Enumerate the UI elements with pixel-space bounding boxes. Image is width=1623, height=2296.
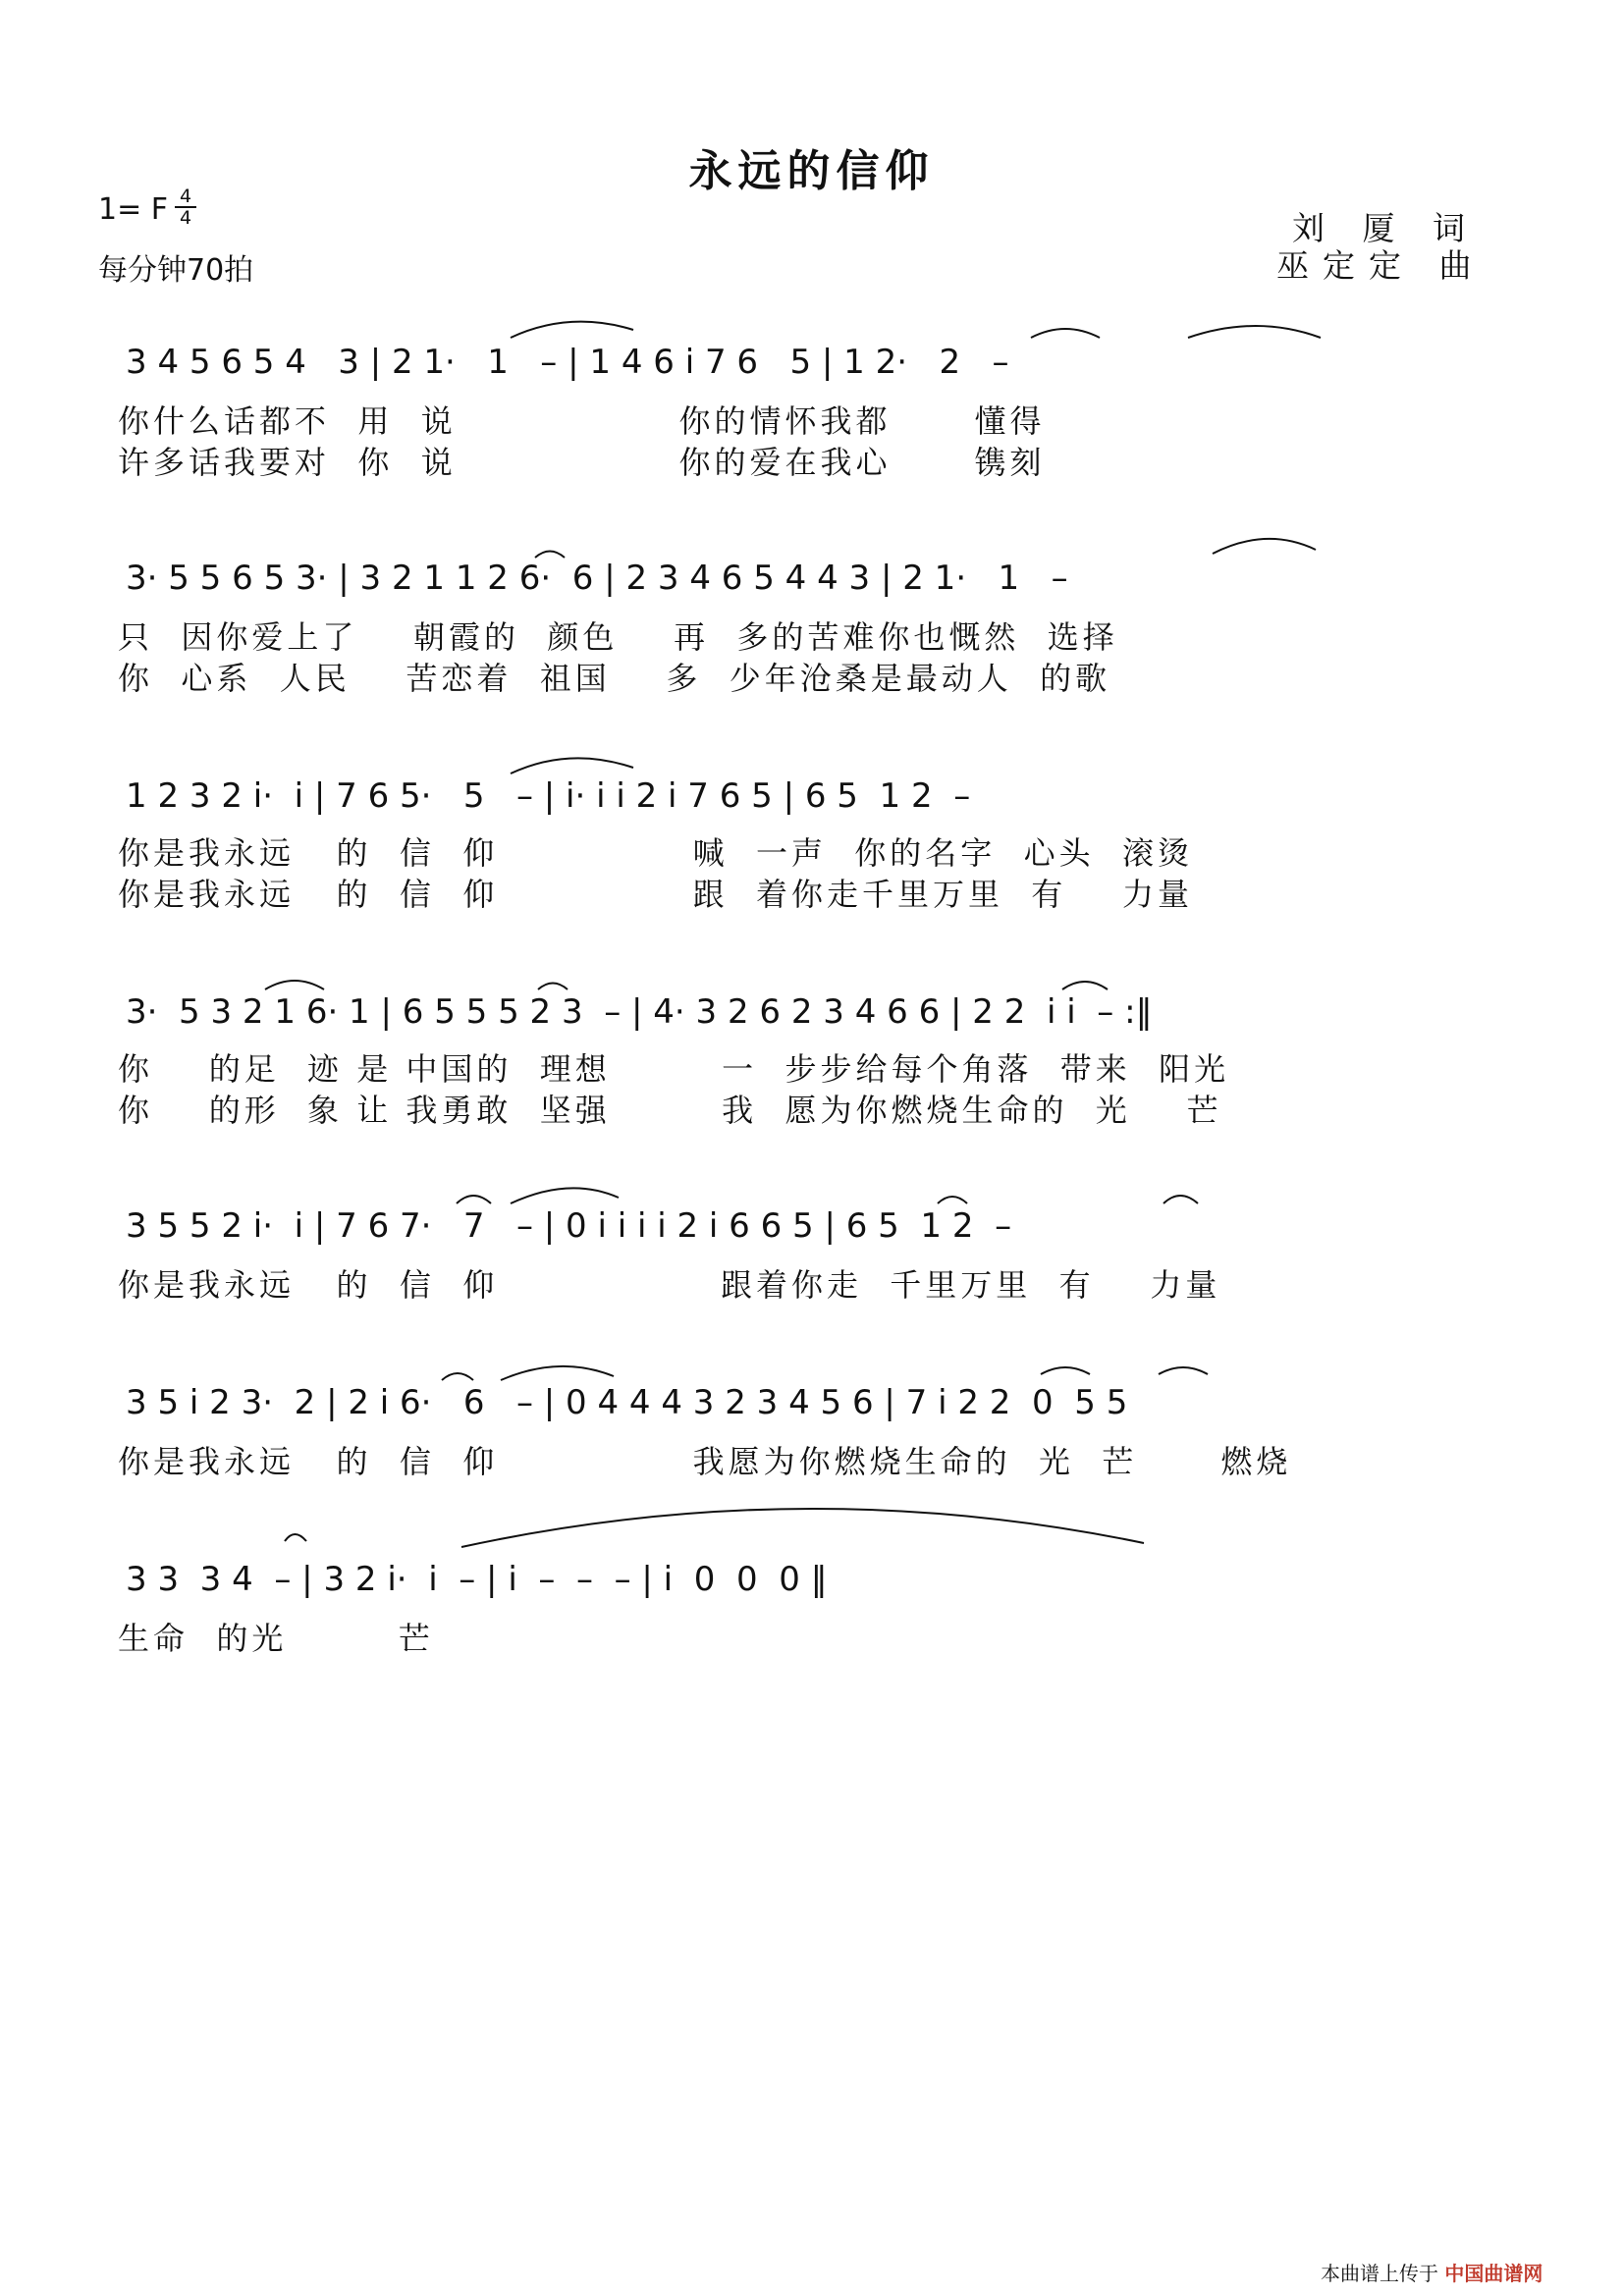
- slur: [1188, 326, 1321, 338]
- system-3-notes: 1 2 3 2 i· i | 7 6 5· 5 – | i· i i 2 i 7 6 5 | 6 5 1 2 –: [126, 776, 971, 816]
- system-1-lyric-verse-1: 你什么话都不 用 说 你的情怀我都 懂得: [118, 402, 1046, 440]
- composer-credit: 巫定定 曲: [1276, 246, 1486, 285]
- system-5-lyric-verse-1: 你是我永远 的 信 仰 跟着你走 千里万里 有 力量: [118, 1266, 1221, 1304]
- key-signature: 1= F: [98, 192, 169, 227]
- slur: [442, 1373, 473, 1380]
- slur: [1041, 1367, 1090, 1374]
- slur: [511, 322, 633, 338]
- footer-text: 本曲谱上传于: [1321, 2262, 1438, 2285]
- slur: [1031, 329, 1100, 338]
- slur: [1213, 539, 1316, 554]
- system-7-lyric-verse-1: 生命 的光 芒: [118, 1620, 434, 1657]
- system-4-notes: 3· 5 3 2 1 6· 1 | 6 5 5 5 2 3 – | 4· 3 2 6 2 3 4 6 6 | 2 2 i i – :‖: [126, 992, 1153, 1032]
- song-title: 永远的信仰: [688, 146, 935, 196]
- slur: [511, 758, 633, 774]
- slur: [938, 1197, 967, 1203]
- time-signature-bottom: 4: [179, 207, 192, 229]
- system-2-notes: 3· 5 5 6 5 3· | 3 2 1 1 2 6· 6 | 2 3 4 6 5 4 4 3 | 2 1· 1 –: [126, 559, 1068, 598]
- system-4-lyric-verse-1: 你 的足 迹 是 中国的 理想 一 步步给每个角落 带来 阳光: [118, 1050, 1230, 1088]
- system-1-lyric-verse-2: 许多话我要对 你 说 你的爱在我心 镌刻: [118, 444, 1046, 481]
- slur: [265, 981, 324, 989]
- system-4: [118, 981, 1229, 1129]
- slur: [511, 1188, 619, 1203]
- system-6-notes: 3 5 i 2 3· 2 | 2 i 6· 6 – | 0 4 4 4 3 2 3 4 5 6 | 7 i 2 2 0 5 5: [126, 1383, 1128, 1422]
- slur: [1062, 982, 1108, 989]
- system-3-lyric-verse-2: 你是我永远 的 信 仰 跟 着你走千里万里 有 力量: [118, 876, 1193, 913]
- slur: [457, 1196, 491, 1203]
- lyricist-credit: 刘 厦 词: [1292, 209, 1479, 247]
- system-4-lyric-verse-2: 你 的形 象 让 我勇敢 坚强 我 愿为你燃烧生命的 光 芒: [118, 1092, 1222, 1129]
- system-3-lyric-verse-1: 你是我永远 的 信 仰 喊 一声 你的名字 心头 滚烫: [118, 834, 1193, 872]
- system-2-lyric-verse-2: 你 心系 人民 苦恋着 祖国 多 少年沧桑是最动人 的歌: [118, 660, 1111, 697]
- system-6-lyric-verse-1: 你是我永远 的 信 仰 我愿为你燃烧生命的 光 芒 燃烧: [118, 1443, 1292, 1480]
- footer-brand: 中国曲谱网: [1444, 2262, 1543, 2285]
- system-1: [118, 322, 1321, 481]
- system-5-notes: 3 5 5 2 i· i | 7 6 7· 7 – | 0 i i i i 2 i 6 6 5 | 6 5 1 2 –: [126, 1206, 1012, 1246]
- system-6: [118, 1366, 1291, 1480]
- slur: [1159, 1367, 1208, 1374]
- footer-watermark: [1321, 2258, 1542, 2286]
- time-signature-top: 4: [175, 187, 196, 208]
- slur: [535, 552, 565, 559]
- system-3: [118, 758, 1193, 913]
- system-1-notes: 3 4 5 6 5 4 3 | 2 1· 1 – | 1 4 6 i 7 6 5 | 1 2· 2 –: [126, 343, 1009, 382]
- system-7-notes: 3 3 3 4 – | 3 2 i· i – | i – – – | i 0 0 0 ‖: [126, 1560, 828, 1599]
- slur: [1163, 1196, 1198, 1203]
- system-7: [118, 1509, 1144, 1657]
- system-5: [118, 1188, 1220, 1304]
- system-2: [118, 539, 1316, 697]
- system-2-lyric-verse-1: 只 因你爱上了 朝霞的 颜色 再 多的苦难你也慨然 选择: [118, 618, 1118, 656]
- slur: [461, 1509, 1144, 1547]
- tempo-marking: 每分钟70拍: [98, 253, 254, 288]
- slur: [538, 984, 568, 990]
- fermata: [285, 1534, 306, 1541]
- slur: [501, 1366, 614, 1380]
